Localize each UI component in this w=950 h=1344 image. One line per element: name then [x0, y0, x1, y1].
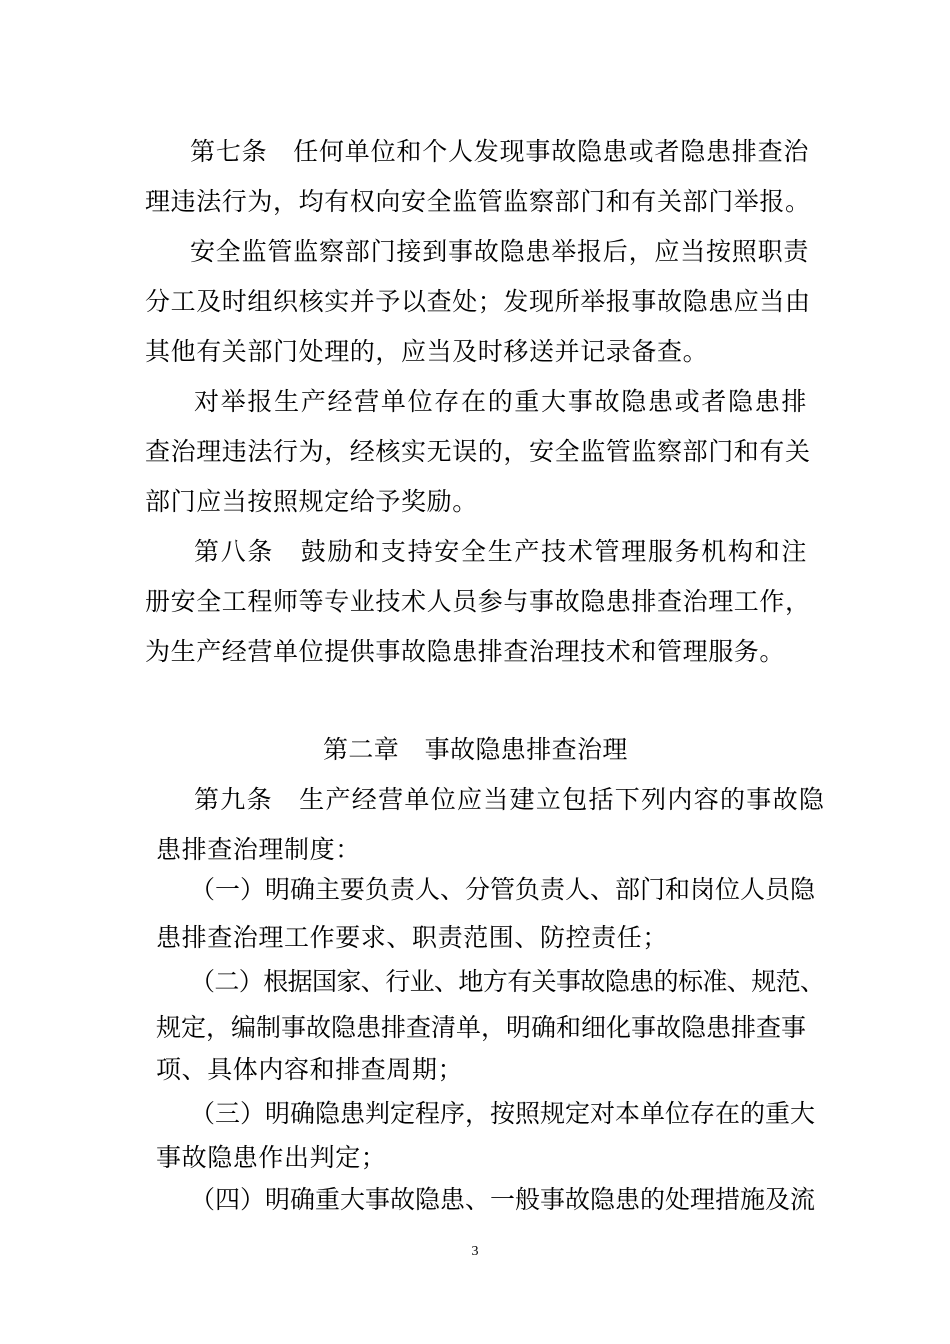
paragraph-line: [0, 286, 950, 322]
line-text: 部门应当按照规定给予奖励。: [145, 487, 478, 516]
line-text: （三）明确隐患判定程序，按照规定对本单位存在的重大: [190, 1099, 816, 1128]
paragraph-line: [0, 336, 950, 372]
line-text: 对举报生产经营单位存在的重大事故隐患或者隐患排: [194, 387, 809, 416]
paragraph-line: [0, 1054, 950, 1090]
line-text: 册安全工程师等专业技术人员参与事故隐患排查治理工作，: [145, 587, 811, 616]
line-text: 查治理违法行为，经核实无误的，安全监管监察部门和有关: [145, 437, 811, 466]
line-text: 患排查治理工作要求、职责范围、防控责任；: [156, 923, 669, 952]
paragraph-line: [0, 136, 950, 172]
paragraph-line: [0, 636, 950, 672]
line-text: （二）根据国家、行业、地方有关事故隐患的标准、规范、: [190, 967, 825, 996]
line-text: 其他有关部门处理的，应当及时移送并记录备查。: [145, 337, 709, 366]
paragraph-line: [0, 922, 950, 958]
paragraph-line: [0, 186, 950, 222]
line-text: 为生产经营单位提供事故隐患排查治理技术和管理服务。: [145, 637, 786, 666]
line-text: 事故隐患作出判定；: [156, 1143, 387, 1172]
line-text: 第九条 生产经营单位应当建立包括下列内容的事故隐: [194, 785, 826, 814]
line-text: 安全监管监察部门接到事故隐患举报后，应当按照职责: [190, 237, 810, 266]
paragraph-line: [0, 236, 950, 272]
paragraph-line: [0, 1012, 950, 1048]
line-text: 第八条 鼓励和支持安全生产技术管理服务机构和注: [194, 537, 809, 566]
paragraph-line: [0, 386, 950, 422]
paragraph-line: [0, 874, 950, 910]
line-text: （一）明确主要负责人、分管负责人、部门和岗位人员隐: [190, 875, 816, 904]
paragraph-line: [0, 1142, 950, 1178]
paragraph-line: [0, 966, 950, 1002]
line-text: 分工及时组织核实并予以查处；发现所举报事故隐患应当由: [145, 287, 811, 316]
paragraph-line: [0, 1184, 950, 1220]
line-text: 患排查治理制度：: [156, 835, 361, 864]
line-text: 规定，编制事故隐患排查清单，明确和细化事故隐患排查事: [156, 1013, 807, 1042]
chapter-heading: [0, 734, 950, 770]
line-text: （四）明确重大事故隐患、一般事故隐患的处理措施及流: [190, 1185, 816, 1214]
paragraph-line: [0, 436, 950, 472]
paragraph-line: [0, 834, 950, 870]
paragraph-line: [0, 536, 950, 572]
paragraph-line: [0, 784, 950, 820]
chapter-heading-text: 第二章 事故隐患排查治理: [323, 735, 628, 764]
paragraph-line: [0, 586, 950, 622]
line-text: 第七条 任何单位和个人发现事故隐患或者隐患排查治: [190, 137, 810, 166]
paragraph-line: [0, 1098, 950, 1134]
line-text: 理违法行为，均有权向安全监管监察部门和有关部门举报。: [145, 187, 811, 216]
paragraph-line: [0, 486, 950, 522]
page-number: 3: [471, 1244, 479, 1259]
line-text: 项、具体内容和排查周期；: [156, 1055, 464, 1084]
